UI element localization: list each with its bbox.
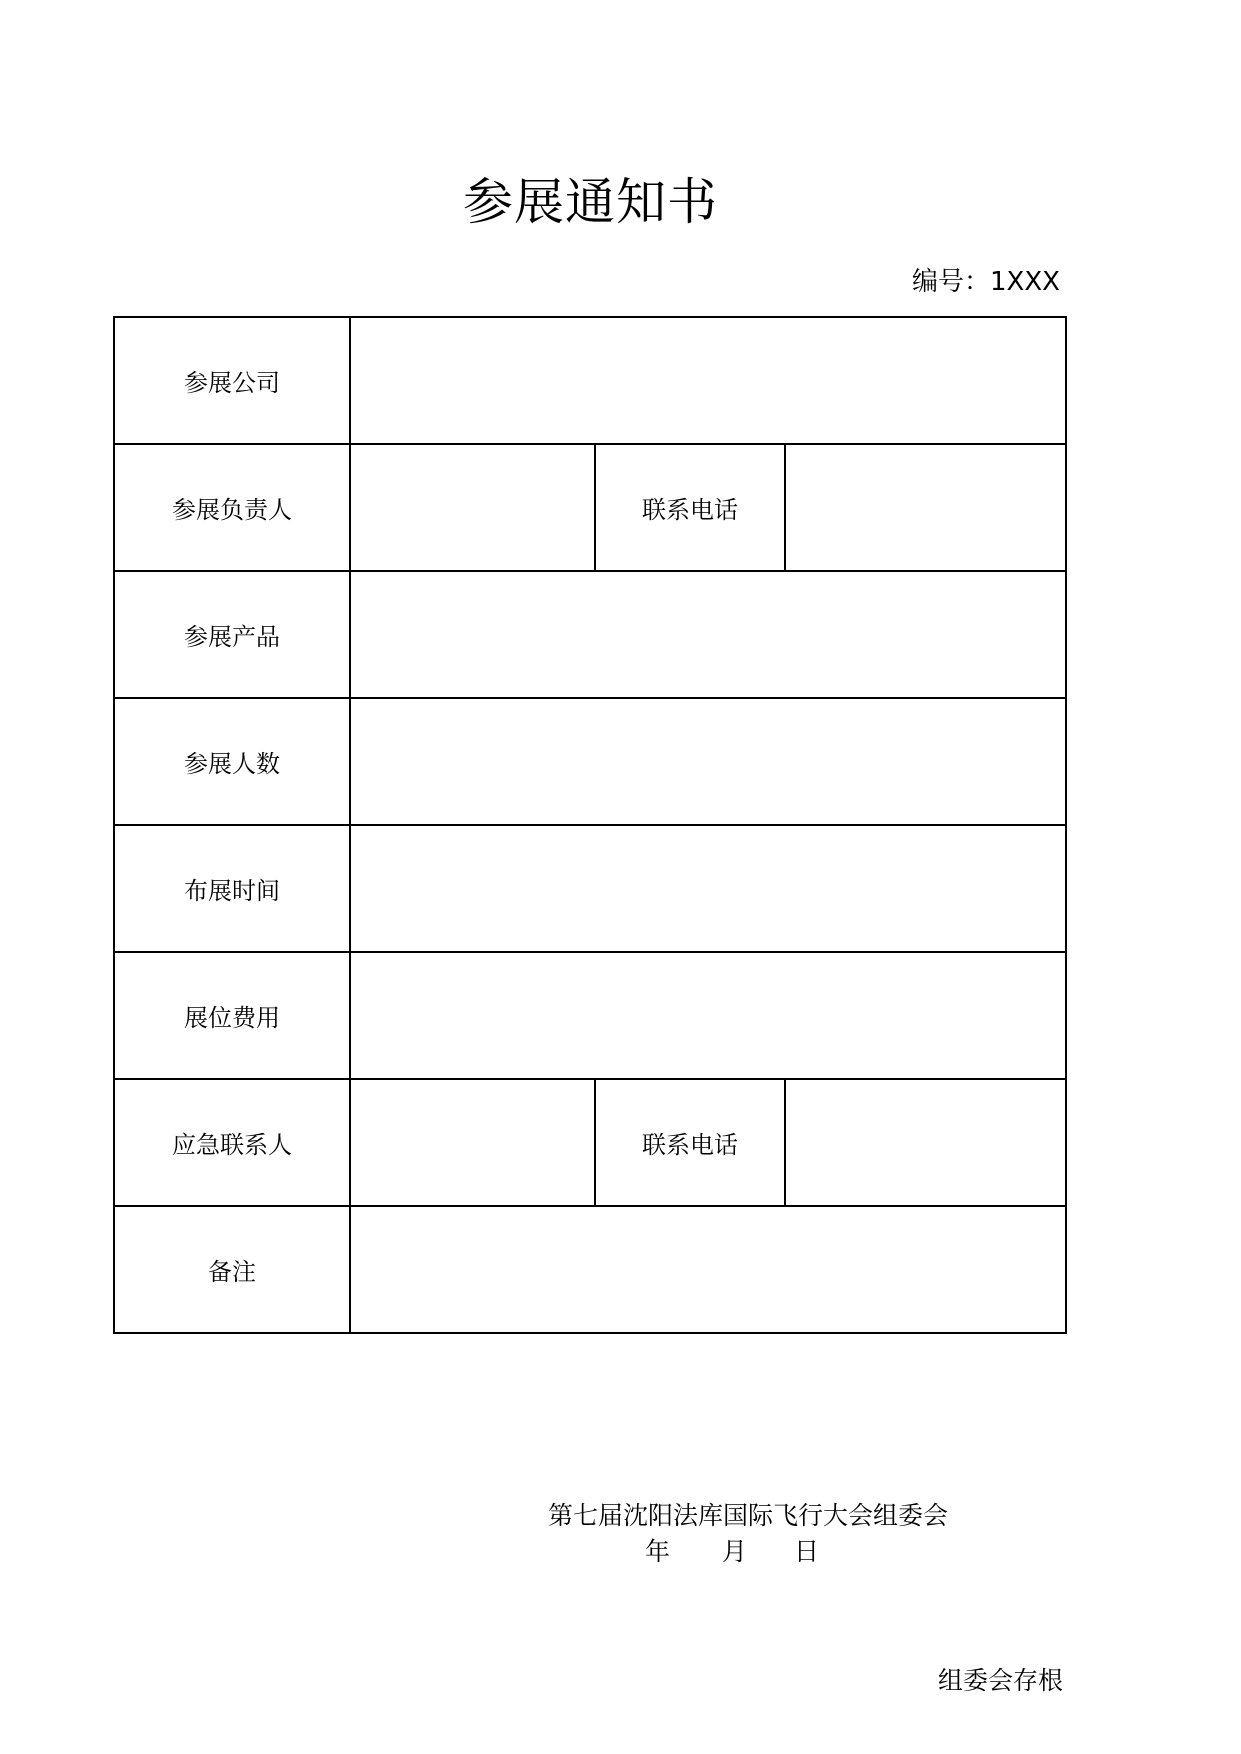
setup-time-label: 布展时间: [114, 825, 350, 952]
company-row: [114, 317, 1066, 444]
date-day-label: 日: [794, 1537, 820, 1566]
leader-phone-field[interactable]: [785, 444, 1066, 571]
leader-field[interactable]: [350, 444, 595, 571]
organizer-name: 第七届沈阳法库国际飞行大会组委会: [548, 1501, 949, 1530]
emergency-contact-row: [114, 1079, 1066, 1206]
emergency-phone-label: 联系电话: [595, 1079, 785, 1206]
date-month-label: 月: [722, 1537, 748, 1566]
company-field[interactable]: [350, 317, 1066, 444]
stub-label: 组委会存根: [937, 1666, 1063, 1695]
remarks-label: 备注: [114, 1206, 350, 1333]
product-field[interactable]: [350, 571, 1066, 698]
emergency-contact-field[interactable]: [350, 1079, 595, 1206]
leader-row: [114, 444, 1066, 571]
leader-label: 参展负责人: [114, 444, 350, 571]
product-label: 参展产品: [114, 571, 350, 698]
document-title: 参展通知书: [463, 173, 718, 231]
registration-form-table: [113, 316, 1067, 1334]
booth-fee-label: 展位费用: [114, 952, 350, 1079]
emergency-contact-label: 应急联系人: [114, 1079, 350, 1206]
remarks-field[interactable]: [350, 1206, 1066, 1333]
remarks-row: [114, 1206, 1066, 1333]
leader-phone-label: 联系电话: [595, 444, 785, 571]
serial-number: 编号：1XXX: [912, 267, 1060, 297]
booth-fee-field[interactable]: [350, 952, 1066, 1079]
company-label: 参展公司: [114, 317, 350, 444]
setup-time-row: [114, 825, 1066, 952]
setup-time-field[interactable]: [350, 825, 1066, 952]
emergency-phone-field[interactable]: [785, 1079, 1066, 1206]
product-row: [114, 571, 1066, 698]
booth-fee-row: [114, 952, 1066, 1079]
date-year-label: 年: [645, 1537, 671, 1566]
headcount-row: [114, 698, 1066, 825]
headcount-label: 参展人数: [114, 698, 350, 825]
headcount-field[interactable]: [350, 698, 1066, 825]
